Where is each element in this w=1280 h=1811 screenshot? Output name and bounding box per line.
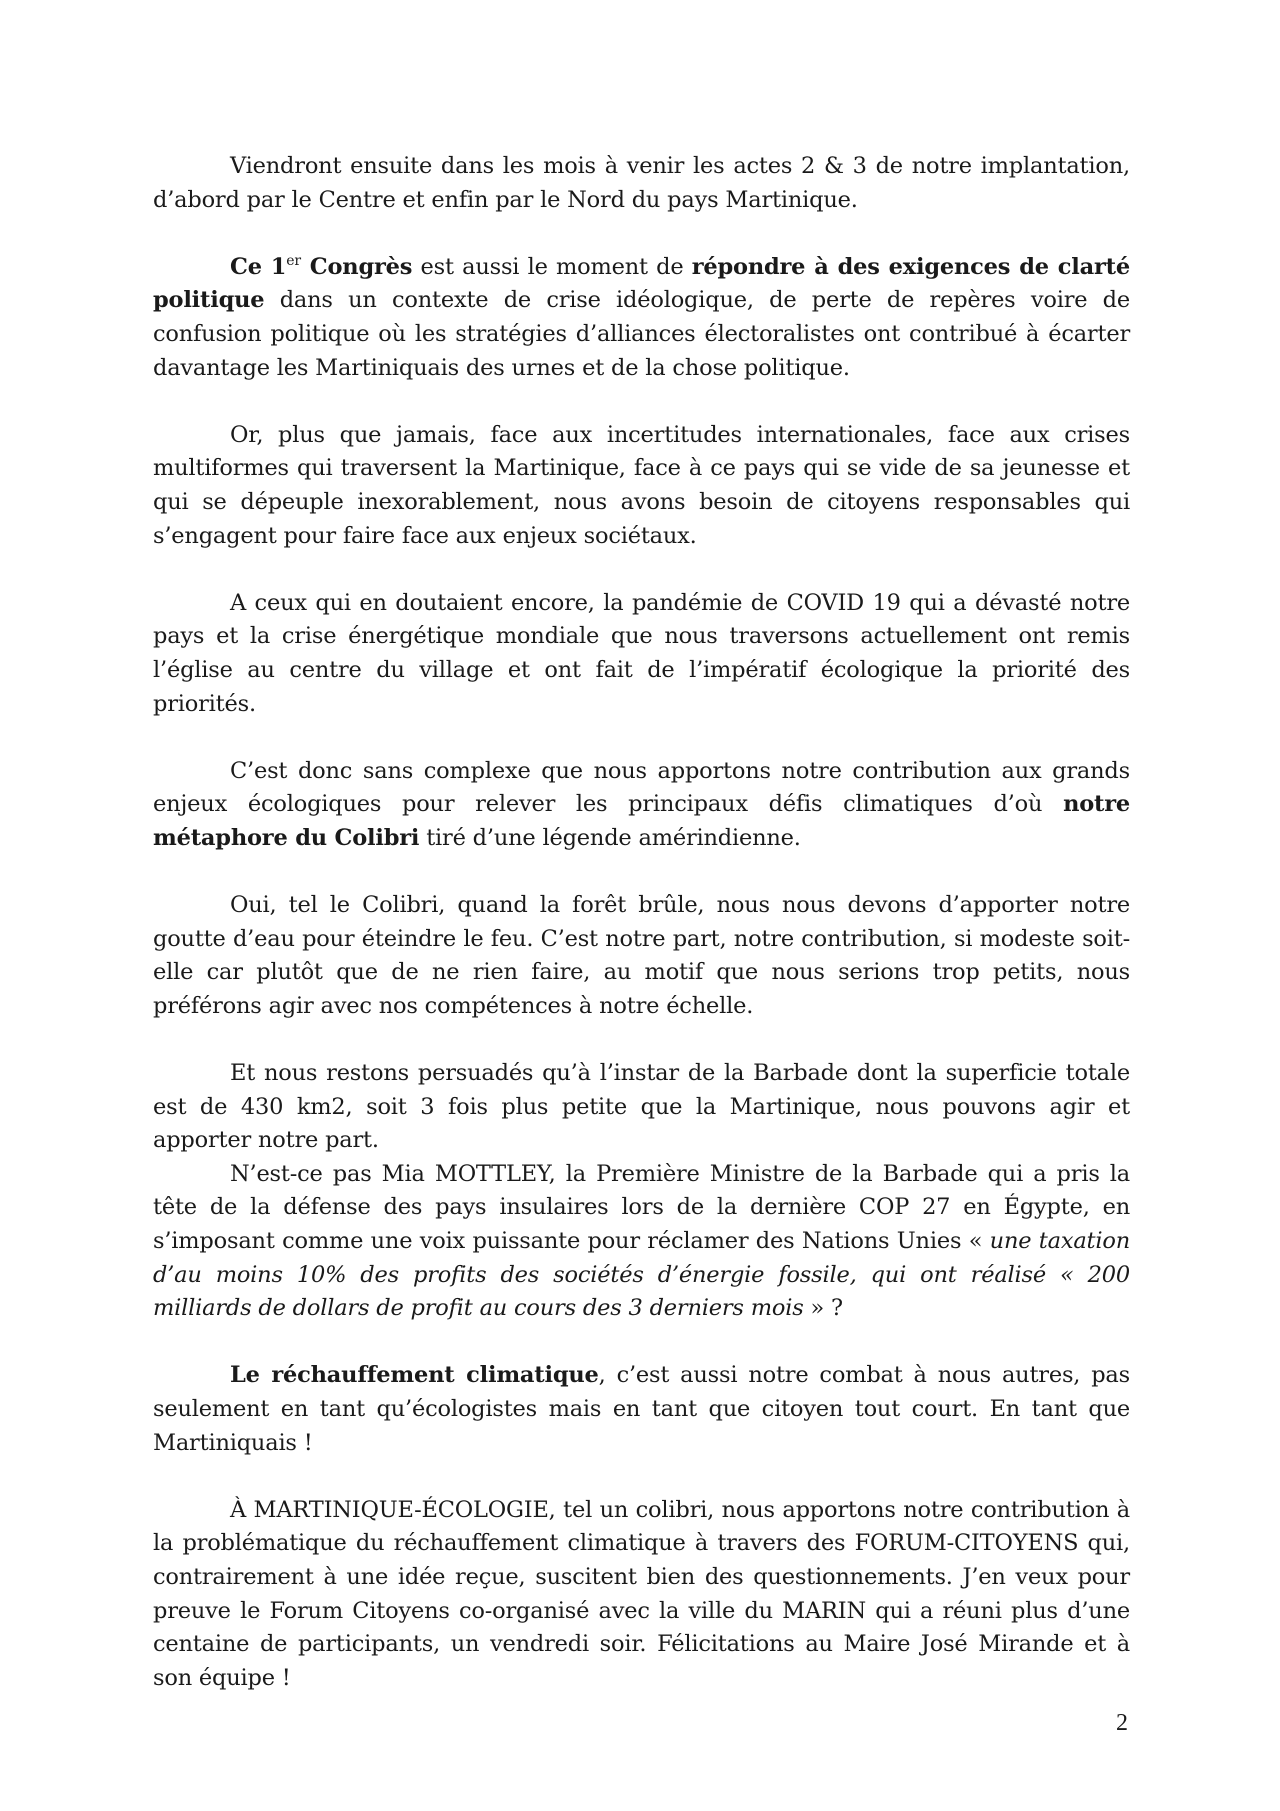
superscript: er	[286, 252, 301, 269]
paragraph-8: N’est-ce pas Mia MOTTLEY, la Première Ministre de la Barbade qui a pris la tête de la défense des pays insulaires lors de la dernière COP 27 en Égypte, en s’imposant comme une voix puissante pour réclamer des Nations Unies « une taxation d’au moins 10% des profits des sociétés d’énergie fossile, qui ont réalisé « 200 milliards de dollars de profit au cours des 3 derniers mois » ?	[153, 1160, 1131, 1322]
paragraph-6: Oui, tel le Colibri, quand la forêt brûle, nous nous devons d’apporter notre goutte d’eau pour éteindre le feu. C’est notre part, notre contribution, si modeste soit-elle car plutôt que de ne rien faire, au motif que nous serions trop petits, nous préférons agir avec nos compétences à notre échelle.	[153, 892, 1130, 1019]
document-body	[153, 150, 1130, 1729]
paragraph-1: Viendront ensuite dans les mois à venir les actes 2 & 3 de notre implantation, d’abord par le Centre et enfin par le Nord du pays Martinique.	[153, 153, 1130, 213]
bold-text: notre métaphore du Colibri	[153, 791, 1130, 851]
paragraph-10: À MARTINIQUE-ÉCOLOGIE, tel un colibri, nous apportons notre contribution à la problématique du réchauffement climatique à travers des FORUM-CITOYENS qui, contrairement à une idée reçue, suscitent bien des questionnements. J’en veux pour preuve le Forum Citoyens co-organisé avec la ville du MARIN qui a réuni plus d’une centaine de participants, un vendredi soir. Félicitations au Maire José Mirande et à son équipe !	[153, 1496, 1130, 1691]
bold-text: Ce 1	[230, 253, 287, 280]
paragraph-2: Ce 1er Congrès est aussi le moment de répondre à des exigences de clarté politique dans un contexte de crise idéologique, de perte de repères voire de confusion politique où les stratégies d’alliances électoralistes ont contribué à écarter davantage les Martiniquais des urnes et de la chose politique.	[153, 252, 1130, 381]
bold-text: Congrès	[300, 253, 413, 280]
bold-text: répondre à des exigences de clarté politique	[153, 253, 1130, 314]
page-number: 2	[1116, 1710, 1128, 1736]
paragraph-5: C’est donc sans complexe que nous apportons notre contribution aux grands enjeux écologiques pour relever les principaux défis climatiques d’où notre métaphore du Colibri tiré d’une légende amérindienne.	[153, 757, 1130, 851]
paragraph-4: A ceux qui en doutaient encore, la pandémie de COVID 19 qui a dévasté notre pays et la crise énergétique mondiale que nous traversons actuellement ont remis l’église au centre du village et ont fait de l’impératif écologique la priorité des priorités.	[153, 589, 1130, 717]
bold-text: Le réchauffement climatique	[230, 1362, 599, 1389]
paragraph-3: Or, plus que jamais, face aux incertitudes internationales, face aux crises multiformes qui traversent la Martinique, face à ce pays qui se vide de sa jeunesse et qui se dépeuple inexorablement, nous avons besoin de citoyens responsables qui s’engagent pour faire face aux enjeux sociétaux.	[153, 421, 1130, 549]
paragraph-9: Le réchauffement climatique, c’est aussi notre combat à nous autres, pas seulement en tant qu’écologistes mais en tant que citoyen tout court. En tant que Martiniquais !	[153, 1362, 1130, 1456]
paragraph-7: Et nous restons persuadés qu’à l’instar de la Barbade dont la superficie totale est de 430 km2, soit 3 fois plus petite que la Martinique, nous pouvons agir et apporter notre part.	[153, 1060, 1130, 1154]
italic-quote: une taxation d’au moins 10% des profits des sociétés d’énergie fossile, qui ont réalisé « 200 milliards de dollars de profit au cours des 3 derniers mois	[153, 1228, 1131, 1322]
